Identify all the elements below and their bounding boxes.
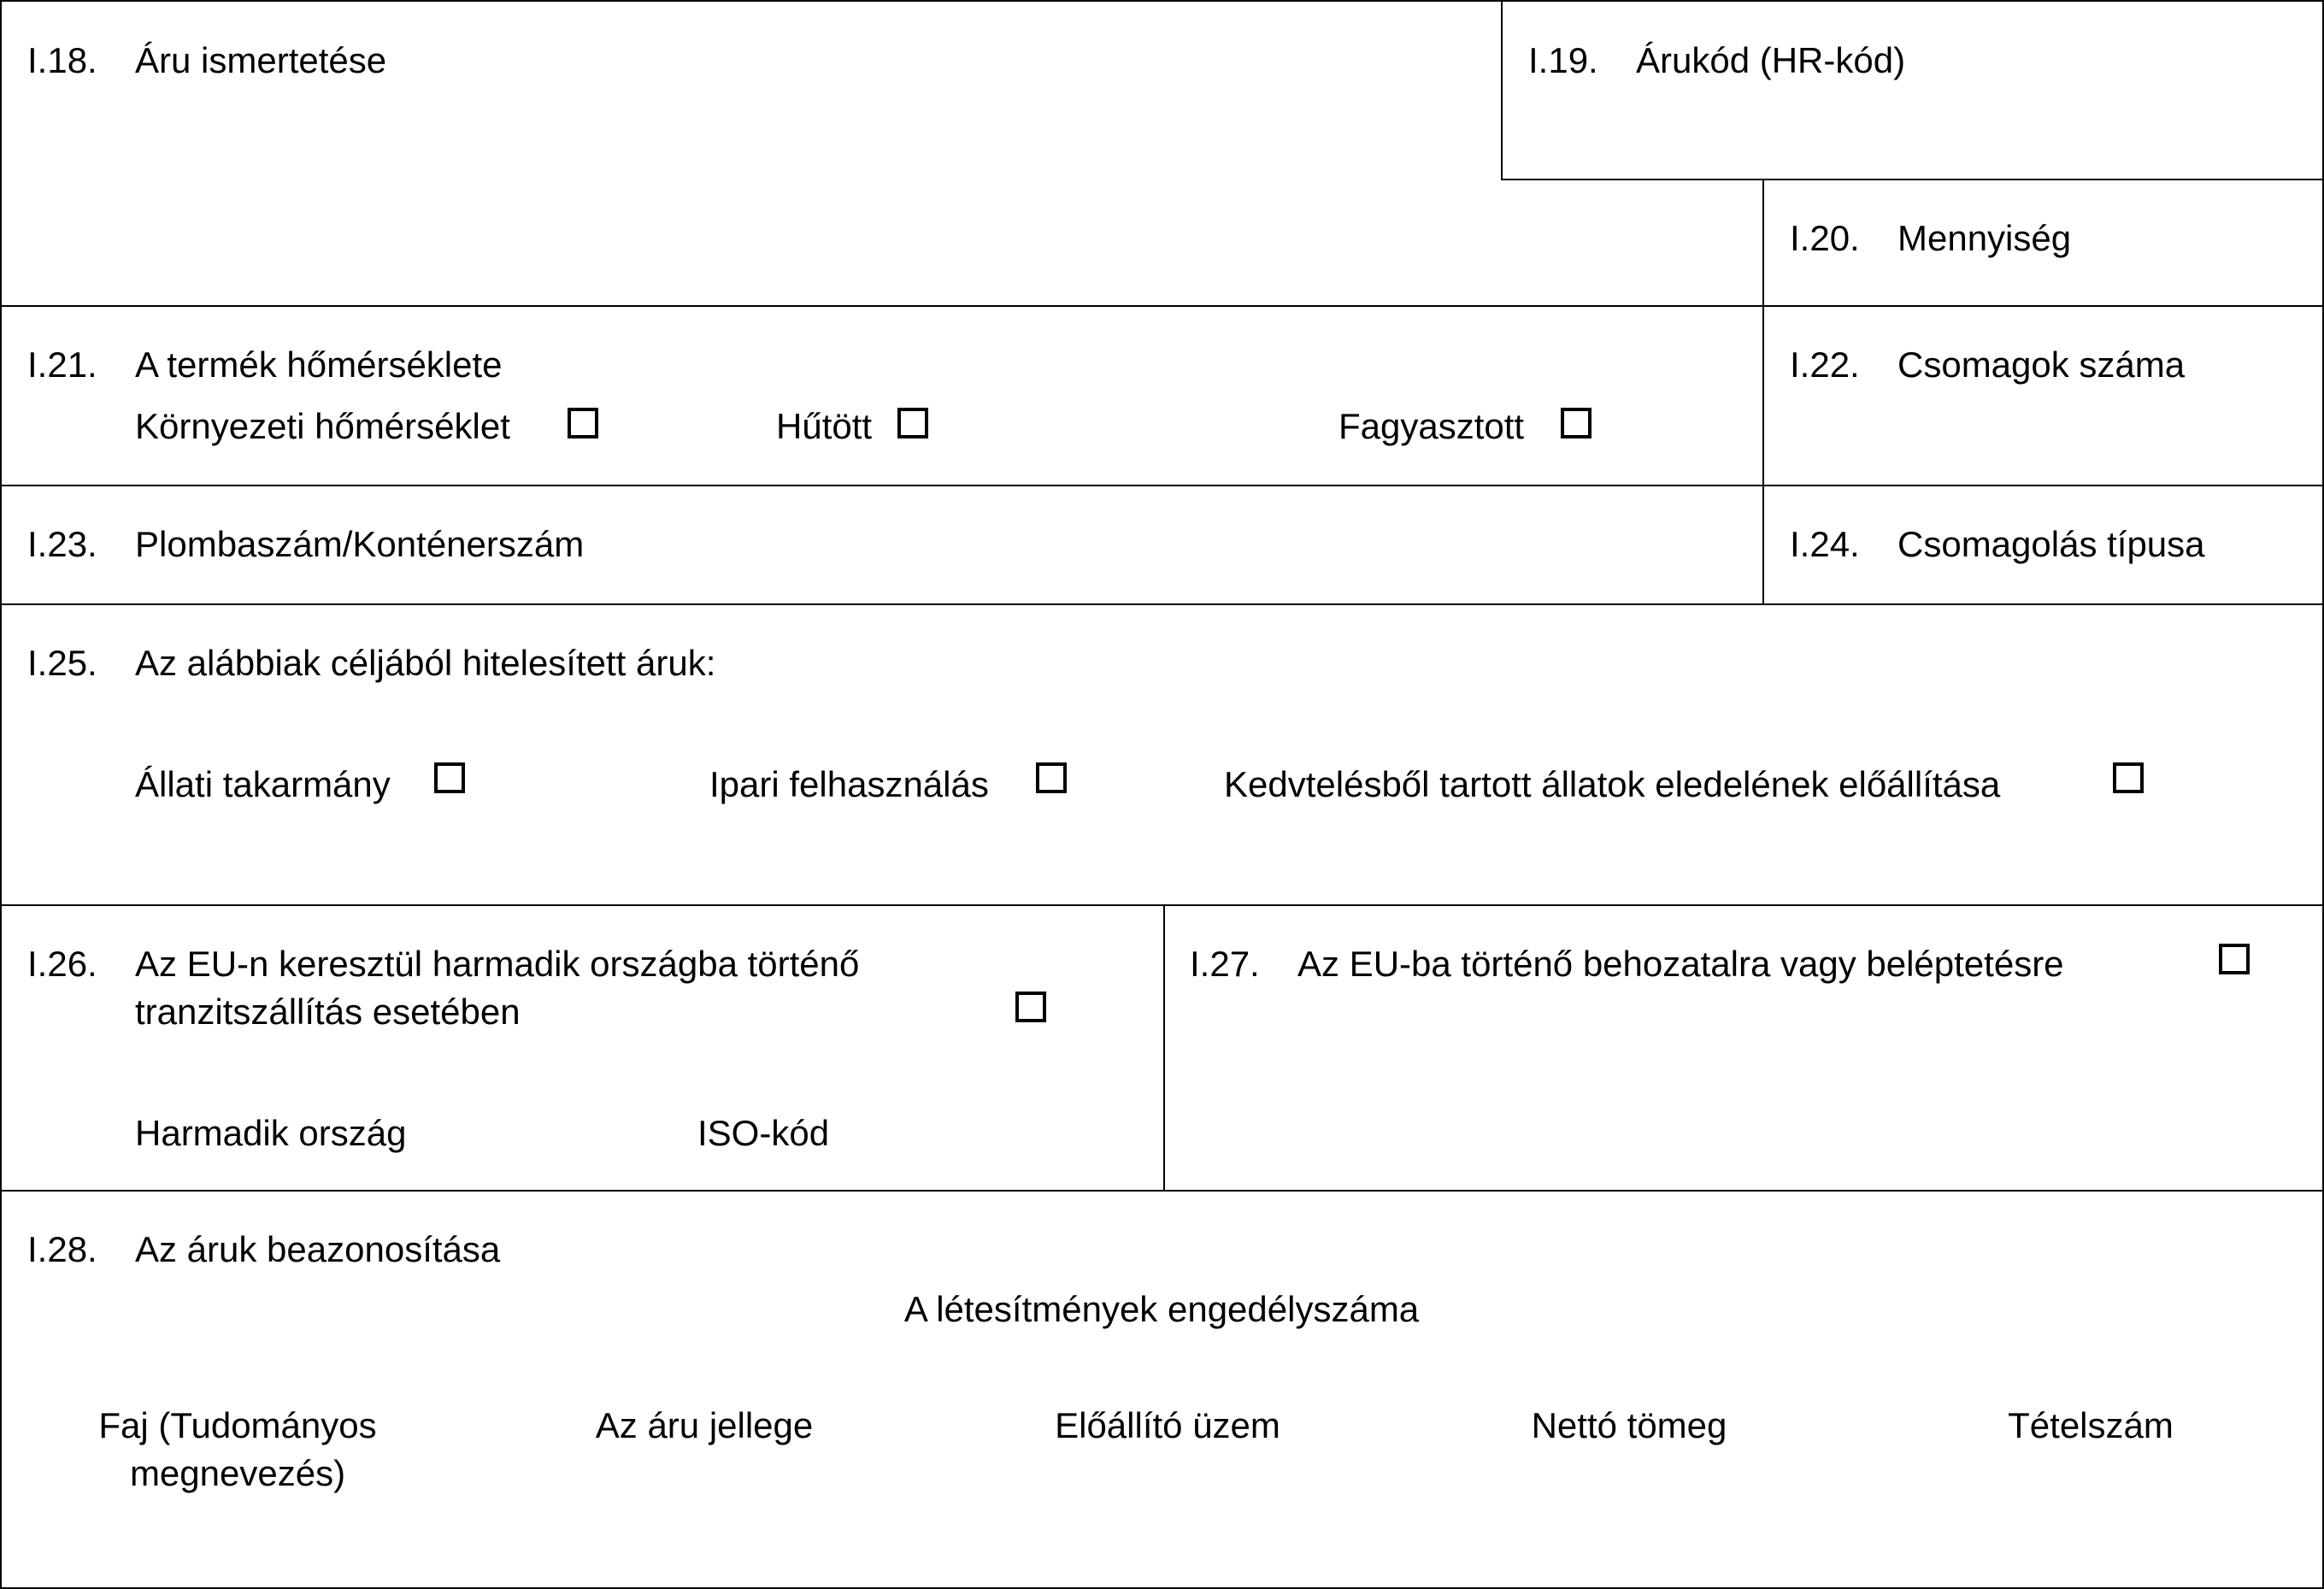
checkbox-transit[interactable] [1015, 992, 1046, 1022]
field-number-i22: I.22. [1790, 344, 1860, 385]
field-label-certified-for: Az alábbiak céljából hitelesített áruk: [135, 643, 716, 683]
divider-row-i25 [0, 603, 2324, 605]
field-label-product-temperature: A termék hőmérséklete [135, 344, 503, 385]
field-number-i26: I.26. [27, 944, 97, 984]
field-label-transit-line2: tranzitszállítás esetében [135, 992, 521, 1032]
field-label-goods-description: Áru ismertetése [135, 40, 387, 80]
column-header-nature-of-goods: Az áru jellege [595, 1405, 814, 1445]
divider-row-i28 [0, 1190, 2324, 1192]
checkbox-industrial-use[interactable] [1036, 762, 1067, 793]
checkbox-import-admission[interactable] [2219, 944, 2250, 974]
field-number-i23: I.23. [27, 524, 97, 564]
checkbox-petfood-production[interactable] [2113, 762, 2144, 793]
divider-i26-i27 [1163, 904, 1165, 1191]
field-number-i25: I.25. [27, 643, 97, 683]
field-label-commodity-code: Árukód (HR-kód) [1636, 40, 1906, 80]
option-label-animal-feed: Állati takarmány [135, 764, 391, 804]
checkbox-frozen[interactable] [1561, 408, 1591, 438]
field-number-i28: I.28. [27, 1229, 97, 1269]
divider-i19-i20 [1501, 179, 2324, 180]
border-left [0, 0, 2, 1589]
field-number-i24: I.24. [1790, 524, 1860, 564]
checkbox-chilled[interactable] [897, 408, 928, 438]
divider-row-i23 [0, 485, 2324, 486]
field-label-transit-line1: Az EU-n keresztül harmadik országba történő [135, 944, 860, 984]
column-header-manufacturing-plant: Előállító üzem [1055, 1405, 1280, 1445]
column-header-net-weight: Nettó tömeg [1531, 1405, 1727, 1445]
option-label-industrial-use: Ipari felhasználás [709, 764, 989, 804]
field-number-i27: I.27. [1190, 944, 1260, 984]
divider-right-column [1762, 179, 1764, 604]
divider-row-i21 [0, 305, 2324, 307]
border-top [0, 0, 2324, 2]
checkbox-ambient[interactable] [568, 408, 598, 438]
option-label-petfood-production: Kedvtelésből tartott állatok eledelének előállítása [1224, 764, 2001, 804]
checkbox-animal-feed[interactable] [434, 762, 465, 793]
divider-i18-i19 [1501, 0, 1503, 179]
field-label-package-type: Csomagolás típusa [1897, 524, 2205, 564]
field-label-import-admission: Az EU-ba történő behozatalra vagy beléptetésre [1297, 944, 2064, 984]
column-header-lot-number: Tételszám [2008, 1405, 2174, 1445]
field-label-third-country: Harmadik ország [135, 1113, 407, 1153]
field-number-i20: I.20. [1790, 218, 1860, 258]
field-label-quantity: Mennyiség [1897, 218, 2072, 258]
column-header-species-line1: Faj (Tudományos [98, 1405, 377, 1445]
option-label-frozen: Fagyasztott [1339, 406, 1525, 446]
field-label-iso-code: ISO-kód [697, 1113, 830, 1153]
field-label-number-of-packages: Csomagok száma [1897, 344, 2186, 385]
subheading-approval-numbers: A létesítmények engedélyszáma [903, 1289, 1420, 1329]
option-label-ambient: Környezeti hőmérséklet [135, 406, 510, 446]
divider-row-i26 [0, 904, 2324, 906]
option-label-chilled: Hűtött [776, 406, 873, 446]
field-number-i21: I.21. [27, 344, 97, 385]
field-number-i19: I.19. [1528, 40, 1598, 80]
field-label-identification-of-goods: Az áruk beazonosítása [135, 1229, 501, 1269]
field-label-seal-container-number: Plombaszám/Konténerszám [135, 524, 585, 564]
column-header-species-line2: megnevezés) [129, 1453, 346, 1493]
field-number-i18: I.18. [27, 40, 97, 80]
